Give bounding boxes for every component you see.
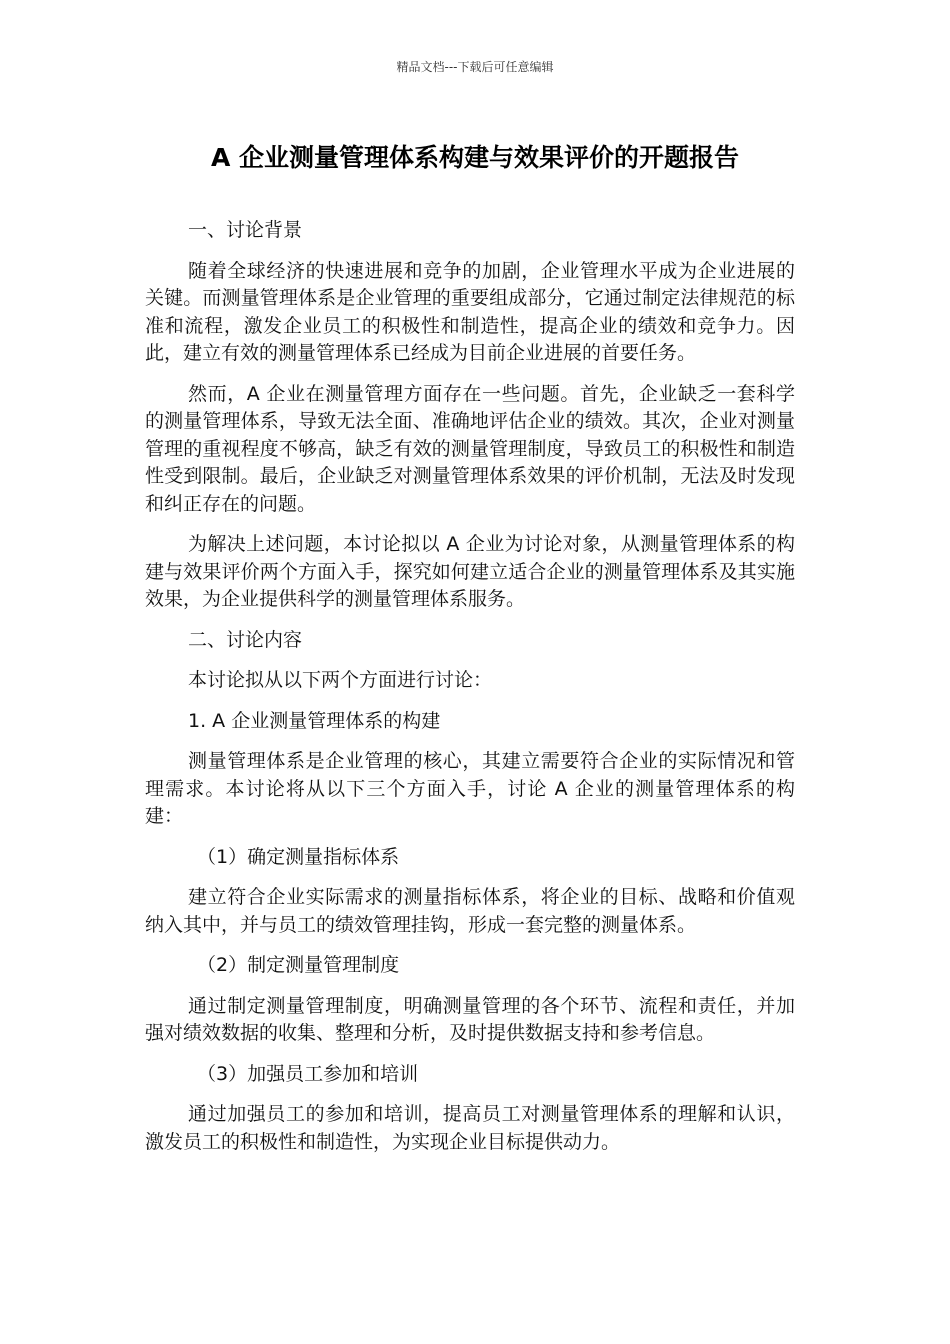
sub-heading: （3）加强员工参加和培训 bbox=[197, 1062, 419, 1085]
paragraph: 然而，A 企业在测量管理方面存在一些问题。首先，企业缺乏一套科学的测量管理体系，导致无法全面、准确地评估企业的绩效。其次，企业对测量管理的重视程度不够高，缺乏有效的测量管理制度，导致员工的积极性和制造性受到限制。最后，企业缺乏对测量管理体系效果的评价机制，无法及时发现和纠正存在的问题。 bbox=[145, 382, 795, 515]
item-heading: 1. A 企业测量管理体系的构建 bbox=[188, 709, 441, 732]
page-header: 精品文档---下载后可任意编辑 bbox=[396, 60, 554, 74]
section-heading-content: 二、讨论内容 bbox=[188, 628, 303, 651]
paragraph: 建立符合企业实际需求的测量指标体系，将企业的目标、战略和价值观纳入其中，并与员工的绩效管理挂钩，形成一套完整的测量体系。 bbox=[145, 886, 795, 936]
sub-heading: （1）确定测量指标体系 bbox=[197, 845, 400, 868]
sub-heading: （2）制定测量管理制度 bbox=[197, 954, 400, 976]
paragraph: 本讨论拟从以下两个方面进行讨论： bbox=[188, 669, 493, 691]
document-title: A 企业测量管理体系构建与效果评价的开题报告 bbox=[210, 143, 740, 172]
section-heading-background: 一、讨论背景 bbox=[188, 219, 303, 241]
paragraph: 为解决上述问题，本讨论拟以 A 企业为讨论对象，从测量管理体系的构建与效果评价两个方面入手，探究如何建立适合企业的测量管理体系及其实施效果，为企业提供科学的测量管理体系服务。 bbox=[145, 533, 795, 610]
paragraph: 通过加强员工的参加和培训，提高员工对测量管理体系的理解和认识，激发员工的积极性和制造性，为实现企业目标提供动力。 bbox=[145, 1103, 795, 1153]
paragraph: 测量管理体系是企业管理的核心，其建立需要符合企业的实际情况和管理需求。本讨论将从以下三个方面入手，讨论 A 企业的测量管理体系的构建： bbox=[145, 750, 795, 827]
document-body bbox=[145, 217, 795, 1156]
paragraph: 通过制定测量管理制度，明确测量管理的各个环节、流程和责任，并加强对绩效数据的收集、整理和分析，及时提供数据支持和参考信息。 bbox=[145, 994, 795, 1044]
paragraph: 随着全球经济的快速进展和竞争的加剧，企业管理水平成为企业进展的关键。而测量管理体系是企业管理的重要组成部分，它通过制定法律规范的标准和流程，激发企业员工的积极性和制造性，提高企业的绩效和竞争力。因此，建立有效的测量管理体系已经成为目前企业进展的首要任务。 bbox=[145, 259, 795, 364]
